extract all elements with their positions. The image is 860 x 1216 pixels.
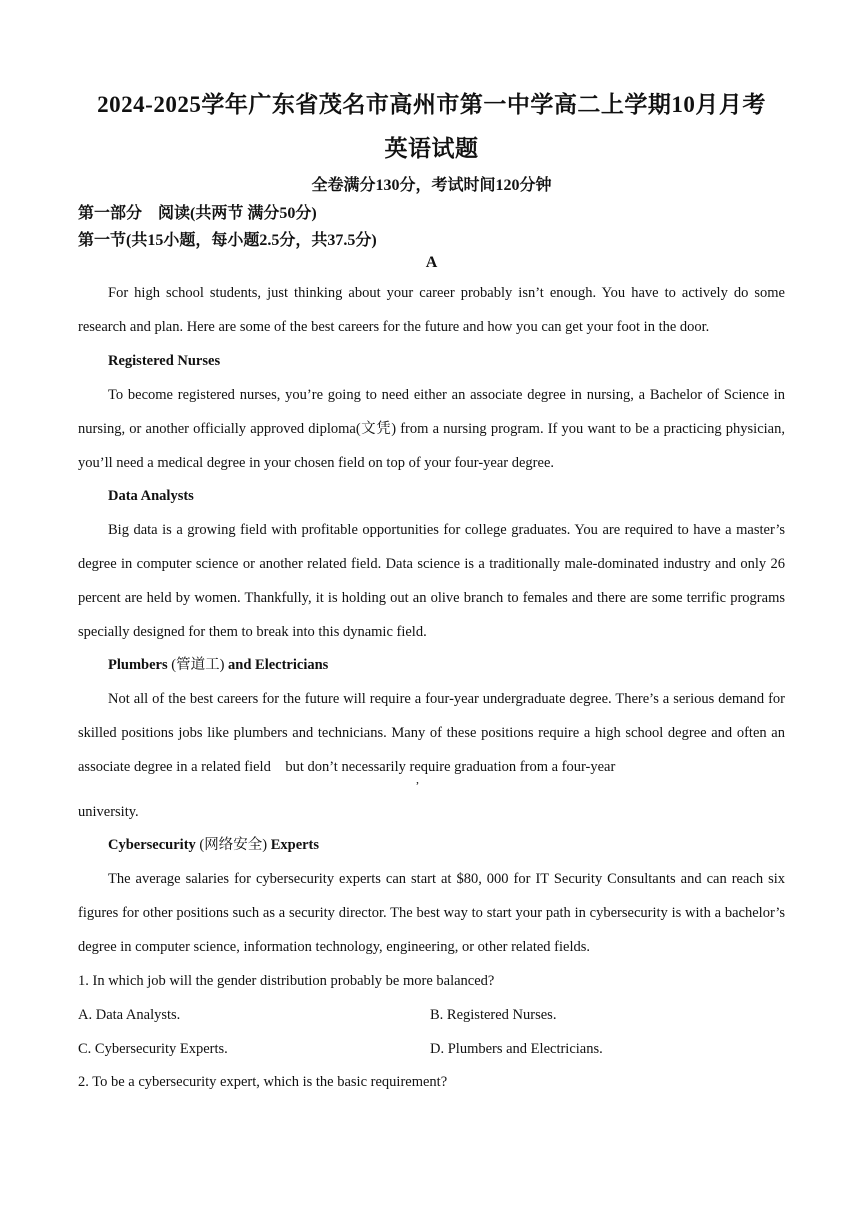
question-1-option-c: C. Cybersecurity Experts. — [78, 1041, 228, 1057]
stray-comma: , — [416, 772, 419, 786]
plumbers-heading-note: (管道工) — [167, 657, 229, 673]
question-2-stem: 2. To be a cybersecurity expert, which is the basic requirement? — [78, 1074, 448, 1090]
cyber-heading-note: (网络安全) — [195, 837, 271, 853]
question-1-stem: 1. In which job will the gender distribution probably be more balanced? — [78, 973, 495, 989]
plumbers-paragraph-end: university. — [78, 804, 139, 820]
analysts-paragraph: Big data is a growing field with profitable opportunities for college graduates. You are required to have a master’s degree in computer science or another related field. Data science is a traditionally male-dominated industry and only 26 percent are held by women. Thankfully, it is holding out an olive branch to females and there are some terrific programs specially designed for them to break into this dynamic field. — [78, 522, 785, 640]
plumbers-paragraph: Not all of the best careers for the future will require a four-year undergraduate degree. There’s a serious demand for skilled positions jobs like plumbers and technicians. Many of these positions require a high school degree and often an associate degree in a related field but don’t necessarily require graduation from a four-year — [78, 691, 789, 775]
plumbers-heading-bold: Plumbers — [108, 657, 168, 673]
part-heading: 第一部分 阅读(共两节 满分50分) — [78, 205, 317, 222]
question-1-option-b: B. Registered Nurses. — [430, 1007, 557, 1023]
analysts-heading-text: Data Analysts — [108, 488, 194, 504]
plumbers-heading — [108, 655, 328, 675]
nurses-heading — [108, 351, 220, 371]
cyber-paragraph: The average salaries for cybersecurity experts can start at $80, 000 for IT Security Consultants and can reach six figures for other positions such as a security director. The best way to start your path in cybersecurity is with a bachelor’s degree in computer science, information technology, engineering, or other related fields. — [78, 871, 785, 955]
nurses-heading-text: Registered Nurses — [108, 353, 221, 369]
cyber-heading-bold-2: Experts — [270, 837, 320, 853]
document-title: 2024-2025学年广东省茂名市高州市第一中学高二上学期10月月考 — [97, 92, 766, 117]
passage-label: A — [425, 254, 438, 271]
plumbers-heading-bold-2: and Electricians — [228, 657, 329, 673]
question-1-option-d: D. Plumbers and Electricians. — [430, 1041, 603, 1057]
question-1-option-a: A. Data Analysts. — [78, 1007, 181, 1023]
intro-paragraph: For high school students, just thinking about your career probably isn’t enough. You have to actively do some research and plan. Here are some of the best careers for the future and how you can get your foot in the door. — [78, 285, 785, 335]
exam-info: 全卷满分130分，考试时间120分钟 — [311, 177, 552, 194]
document-subtitle: 英语试题 — [384, 136, 479, 161]
analysts-heading — [108, 486, 194, 506]
section-heading: 第一节(共15小题，每小题2.5分，共37.5分) — [78, 232, 377, 249]
cyber-heading-bold: Cybersecurity — [108, 837, 196, 853]
nurses-paragraph: To become registered nurses, you’re going to need either an associate degree in nursing, a Bachelor of Science in nursing, or another officially approved diploma(文凭) from a nursing program. If you want to be a practicing physician, you’ll need a medical degree in your chosen field on top of your four-year degree. — [78, 387, 785, 471]
cyber-heading — [108, 835, 319, 855]
